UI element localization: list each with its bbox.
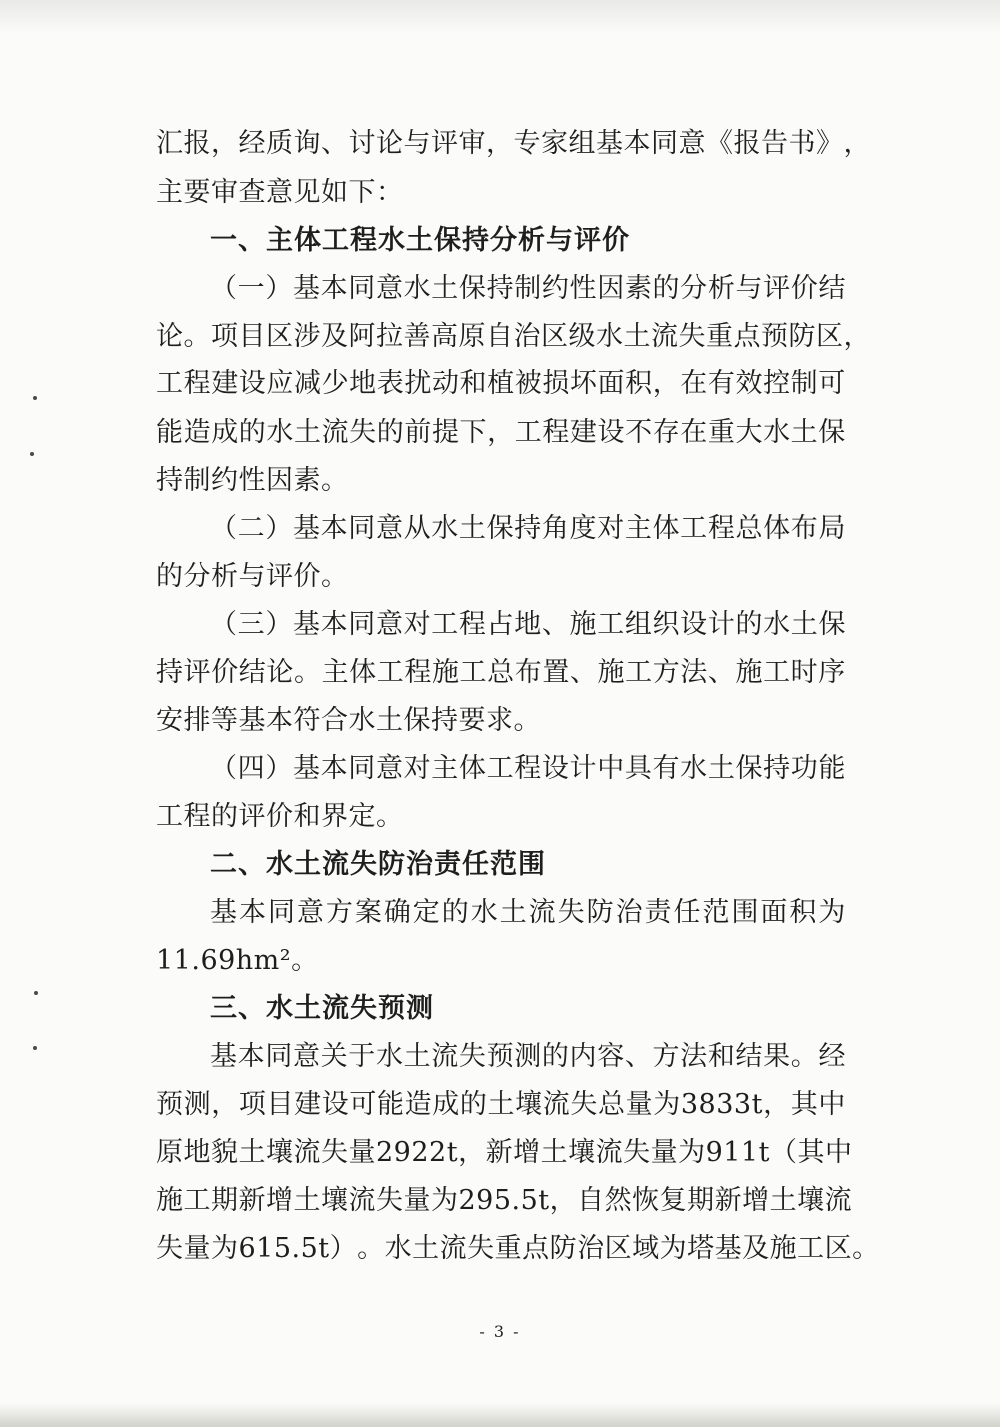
body-line: 能 造 成 的 水 土 流 失 的 前 提 下 ， 工 程 建 设 不 存 在 重 大 水 土 保 bbox=[156, 417, 846, 448]
page-number: - 3 - bbox=[479, 1322, 521, 1341]
body-line: 主要审查意见如下： bbox=[156, 177, 404, 208]
scan-speck bbox=[30, 452, 34, 456]
body-line: 预 测 ， 项 目 建 设 可 能 造 成 的 土 壤 流 失 总 量 为 3833t ， 其 中 bbox=[156, 1089, 846, 1120]
body-line: （ 二 ） 基 本 同 意 从 水 土 保 持 角 度 对 主 体 工 程 总 体 布 局 bbox=[210, 513, 846, 544]
scan-speck bbox=[34, 991, 38, 995]
scan-speck bbox=[33, 1046, 37, 1050]
body-line: 持制约性因素。 bbox=[156, 465, 349, 496]
body-line: 失 量 为 615.5t ） 。 水 土 流 失 重 点 防 治 区 域 为 塔 基 及 施 工 区 。 bbox=[156, 1233, 880, 1264]
section-heading: 三、水土流失预测 bbox=[210, 993, 434, 1024]
body-line: 11.69hm²。 bbox=[156, 945, 319, 976]
body-line: 施 工 期 新 增 土 壤 流 失 量 为 295.5t ， 自 然 恢 复 期 新 增 土 壤 流 bbox=[156, 1185, 853, 1216]
body-line: （ 一 ） 基 本 同 意 水 土 保 持 制 约 性 因 素 的 分 析 与 评 价 结 bbox=[210, 273, 846, 304]
section-heading: 二、水土流失防治责任范围 bbox=[210, 849, 546, 880]
scan-speck bbox=[33, 396, 37, 400]
body-line: 原 地 貌 土 壤 流 失 量 2922t ， 新 增 土 壤 流 失 量 为 911t （ 其 中 bbox=[156, 1137, 853, 1168]
body-line: 汇 报 ， 经 质 询 、 讨 论 与 评 审 ， 专 家 组 基 本 同 意 《 报 告 书 》 ， bbox=[156, 128, 871, 159]
body-line: 基 本 同 意 方 案 确 定 的 水 土 流 失 防 治 责 任 范 围 面 积 为 bbox=[210, 897, 846, 928]
body-line: （ 三 ） 基 本 同 意 对 工 程 占 地 、 施 工 组 织 设 计 的 水 土 保 bbox=[210, 609, 846, 640]
body-line: 论 。 项 目 区 涉 及 阿 拉 善 高 原 自 治 区 级 水 土 流 失 重 点 预 防 区 ， bbox=[156, 321, 871, 352]
body-line: （ 四 ） 基 本 同 意 对 主 体 工 程 设 计 中 具 有 水 土 保 持 功 能 bbox=[210, 753, 846, 784]
body-line: 持 评 价 结 论 。 主 体 工 程 施 工 总 布 置 、 施 工 方 法 、 施 工 时 序 bbox=[156, 657, 846, 688]
body-line: 工 程 建 设 应 减 少 地 表 扰 动 和 植 被 损 坏 面 积 ， 在 有 效 控 制 可 bbox=[156, 368, 846, 399]
section-heading: 一、主体工程水土保持分析与评价 bbox=[210, 225, 630, 256]
body-line: 的分析与评价。 bbox=[156, 561, 349, 592]
body-line: 基 本 同 意 关 于 水 土 流 失 预 测 的 内 容 、 方 法 和 结 果 。 经 bbox=[210, 1041, 846, 1072]
scan-shadow-top bbox=[0, 0, 1000, 34]
body-line: 安排等基本符合水土保持要求。 bbox=[156, 705, 541, 736]
body-line: 工程的评价和界定。 bbox=[156, 801, 404, 832]
scan-shadow-bottom bbox=[0, 1403, 1000, 1427]
